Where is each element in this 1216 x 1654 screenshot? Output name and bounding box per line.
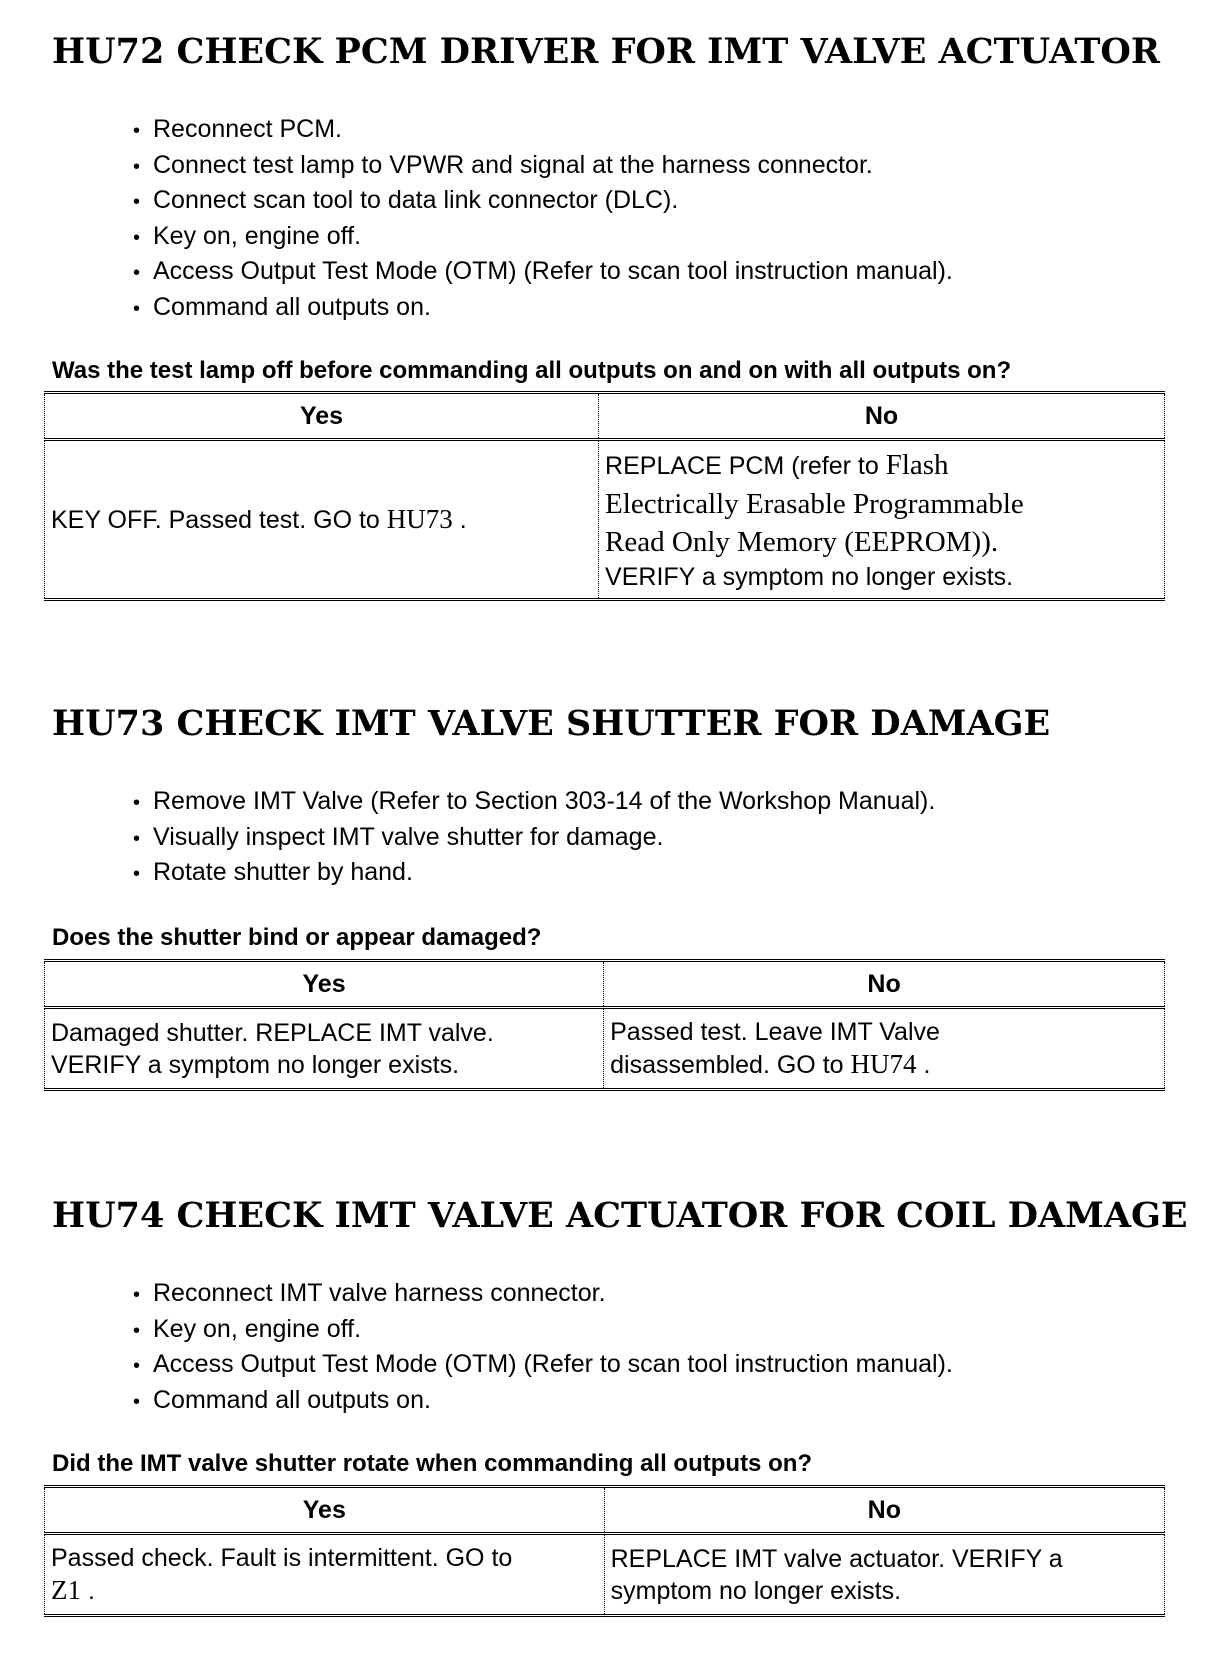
bullet-icon: • xyxy=(133,155,141,178)
question: Does the shutter bind or appear damaged? xyxy=(52,924,542,951)
yes-header: Yes xyxy=(45,1487,605,1534)
step-item: • Key on, engine off. xyxy=(133,220,953,256)
step-item: • Rotate shutter by hand. xyxy=(133,856,935,892)
yes-header: Yes xyxy=(45,393,599,440)
no-header: No xyxy=(604,1487,1164,1534)
bullet-icon: • xyxy=(133,1390,141,1413)
yes-cell: Damaged shutter. REPLACE IMT valve. VERIFY a symptom no longer exists. xyxy=(45,1008,604,1090)
link-hu73[interactable]: HU73 xyxy=(386,504,453,534)
bullet-icon: • xyxy=(133,827,141,850)
step-item: • Visually inspect IMT valve shutter for damage. xyxy=(133,821,935,857)
no-cell: REPLACE PCM (refer to Flash Electrically Erasable Programmable Read Only Memory (EEPROM)). VERIFY a symptom no longer exists. xyxy=(599,440,1165,600)
question: Was the test lamp off before commanding all outputs on and on with all outputs on? xyxy=(52,357,1012,384)
step-item: • Remove IMT Valve (Refer to Section 303-14 of the Workshop Manual). xyxy=(133,785,935,821)
step-list xyxy=(133,785,935,892)
bullet-icon: • xyxy=(133,863,141,885)
step-item: • Reconnect PCM. xyxy=(133,113,953,149)
bullet-icon: • xyxy=(133,120,141,142)
step-item: • Connect test lamp to VPWR and signal at the harness connector. xyxy=(133,149,953,185)
step-list xyxy=(133,1277,953,1419)
yes-cell: Passed check. Fault is intermittent. GO to Z1 . xyxy=(45,1534,605,1616)
link-eeprom[interactable]: Flash Electrically Erasable Programmable Read Only Memory (EEPROM) xyxy=(605,449,1024,558)
yes-header: Yes xyxy=(45,961,604,1008)
result-table xyxy=(44,1485,1165,1617)
section-title: HU73 CHECK IMT VALVE SHUTTER FOR DAMAGE xyxy=(52,703,1051,744)
step-item: • Reconnect IMT valve harness connector. xyxy=(133,1277,953,1313)
step-item: • Access Output Test Mode (OTM) (Refer to scan tool instruction manual). xyxy=(133,255,953,291)
step-item: • Command all outputs on. xyxy=(133,1384,953,1420)
question: Did the IMT valve shutter rotate when commanding all outputs on? xyxy=(52,1450,813,1477)
link-z1[interactable]: Z1 xyxy=(51,1575,81,1605)
link-hu74[interactable]: HU74 xyxy=(850,1049,917,1079)
bullet-icon: • xyxy=(133,262,141,284)
no-header: No xyxy=(604,961,1165,1008)
bullet-icon: • xyxy=(133,297,141,320)
no-cell: REPLACE IMT valve actuator. VERIFY a symptom no longer exists. xyxy=(604,1534,1164,1616)
step-list xyxy=(133,113,953,326)
result-table xyxy=(44,959,1165,1091)
bullet-icon: • xyxy=(133,226,141,249)
step-item: • Connect scan tool to data link connector (DLC). xyxy=(133,184,953,220)
no-cell: Passed test. Leave IMT Valve disassembled. GO to HU74 . xyxy=(604,1008,1165,1090)
bullet-icon: • xyxy=(133,1319,141,1342)
no-header: No xyxy=(599,393,1165,440)
step-item: • Access Output Test Mode (OTM) (Refer to scan tool instruction manual). xyxy=(133,1348,953,1384)
bullet-icon: • xyxy=(133,191,141,213)
bullet-icon: • xyxy=(133,1355,141,1377)
section-title: HU72 CHECK PCM DRIVER FOR IMT VALVE ACTUATOR xyxy=(52,31,1160,72)
section-title: HU74 CHECK IMT VALVE ACTUATOR FOR COIL DAMAGE xyxy=(52,1195,1188,1236)
bullet-icon: • xyxy=(133,792,141,814)
verify-text: VERIFY a symptom no longer exists. xyxy=(605,563,1014,591)
step-item: • Key on, engine off. xyxy=(133,1313,953,1349)
yes-cell: KEY OFF. Passed test. GO to HU73 . xyxy=(45,440,599,600)
step-item: • Command all outputs on. xyxy=(133,291,953,327)
result-table xyxy=(44,391,1165,601)
bullet-icon: • xyxy=(133,1284,141,1306)
